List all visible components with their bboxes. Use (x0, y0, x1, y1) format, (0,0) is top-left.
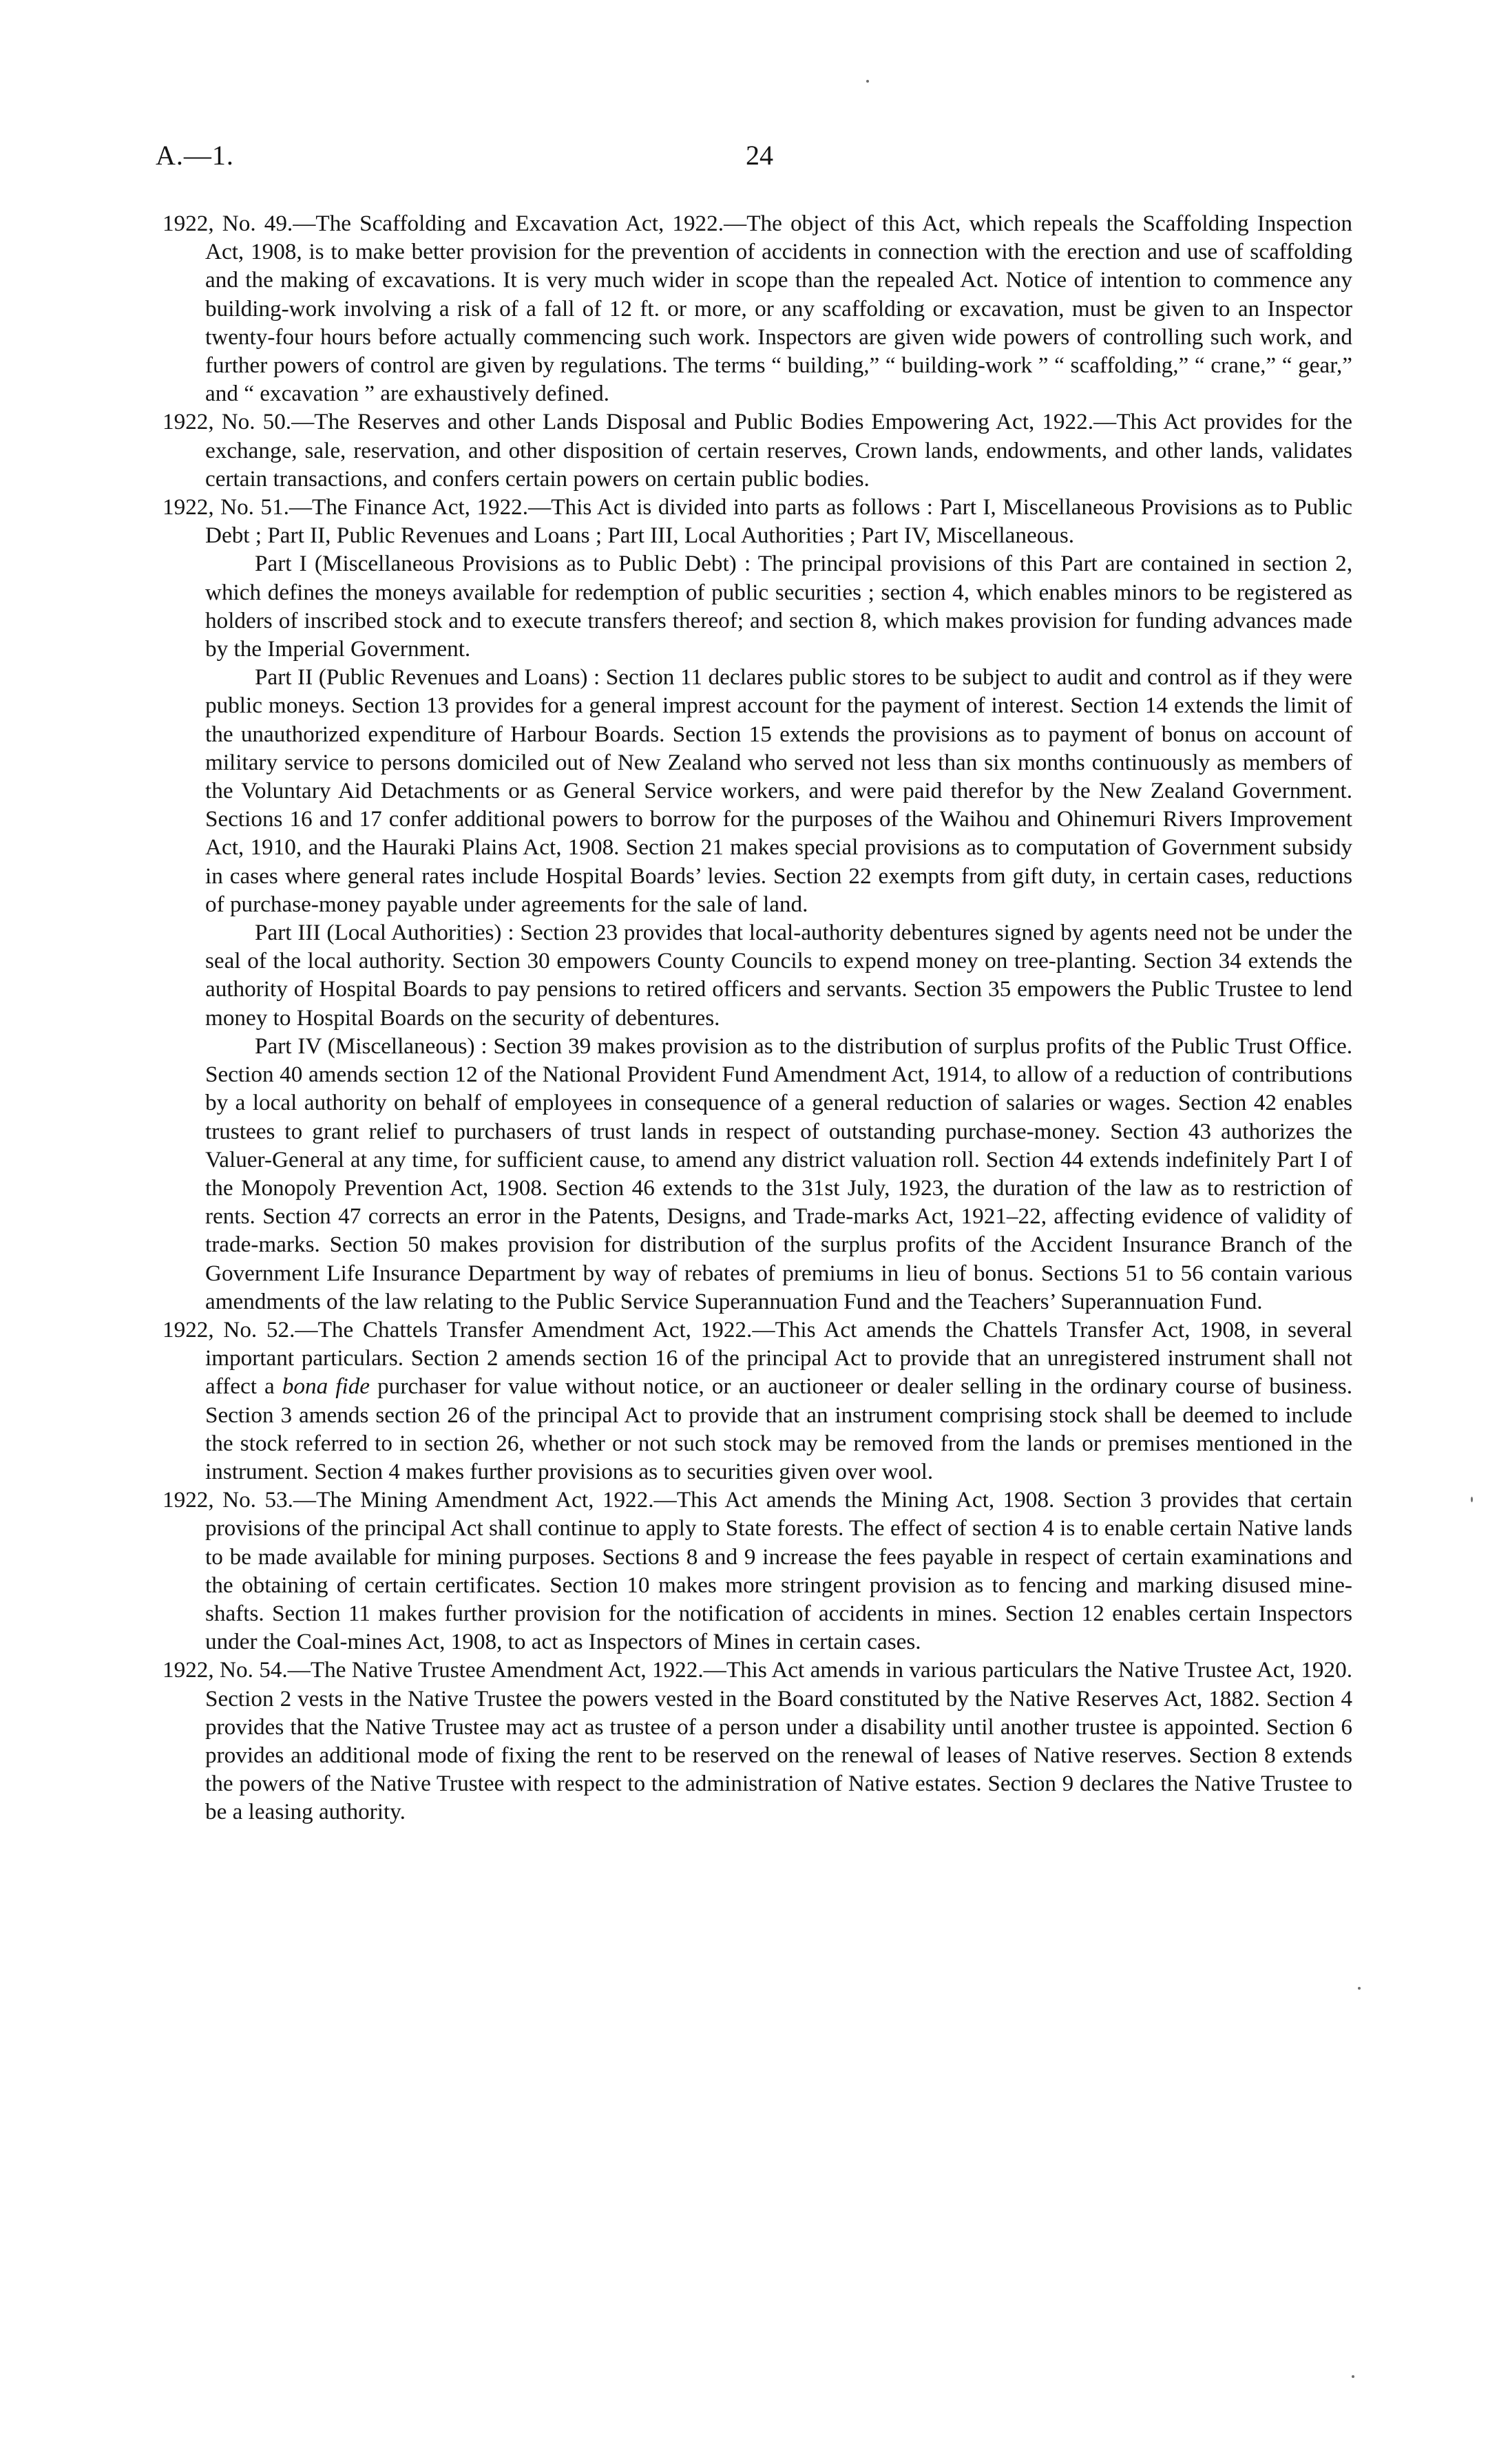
act-entry-no-53 (163, 1486, 1352, 1656)
act-entry-no-52 (163, 1316, 1352, 1486)
act-title: 1922, No. 53.—The Mining Amendment Act, 1922.— (163, 1487, 677, 1513)
act-title: 1922, No. 51.—The Finance Act, 1922.— (163, 494, 552, 520)
act-title: 1922, No. 50.—The Reserves and other Lands Disposal and Public Bodies Empowering Act, 1922.— (163, 409, 1117, 435)
document-reference: A.—1. (156, 140, 234, 171)
act-entry-no-50 (163, 408, 1352, 493)
act-title: 1922, No. 49.—The Scaffolding and Excavation Act, 1922.— (163, 211, 747, 236)
act-entry-no-49 (163, 209, 1352, 408)
act-title: 1922, No. 54.—The Native Trustee Amendment Act, 1922.— (163, 1657, 726, 1683)
scan-speck (1471, 1497, 1473, 1502)
act-entry-no-51 (163, 493, 1352, 549)
finance-act-part-3: Part III (Local Authorities) : Section 23 provides that local-authority debentures signed by agents need not be under the seal of the local authority. Section 30 empowers County Councils to expend money on tree-planting. Section 34 extends the authority of Hospital Boards to pay pensions to retired officers and servants. Section 35 empowers the Public Trustee to lend money to Hospital Boards on the security of debentures. (205, 920, 1352, 1031)
page-number: 24 (746, 140, 773, 171)
finance-act-part-2: Part II (Public Revenues and Loans) : Section 11 declares public stores to be subject to audit and control as if they were public moneys. Section 13 provides for a general imprest account for the payment of interest. Section 14 extends the limit of the unauthorized expenditure of Harbour Boards. Section 15 extends the provisions as to payment of bonus on account of military service to persons domiciled out of New Zealand who served not less than six months continuously as members of the Voluntary Aid Detachments or as General Service workers, and were paid therefor by the New Zealand Government. Sections 16 and 17 confer additional powers to borrow for the purposes of the Waihou and Ohinemuri Rivers Improvement Act, 1910, and the Hauraki Plains Act, 1908. Section 21 makes special provisions as to computation of Government subsidy in cases where general rates include Hospital Boards’ levies. Section 22 exempts from gift duty, in certain cases, reductions of purchase-money payable under agreements for the sale of land. (205, 664, 1352, 917)
act-summary: This Act amends the Mining Act, 1908. Section 3 provides that certain provisions of the principal Act shall continue to apply to State forests. The effect of section 4 is to enable certain Native lands to be made available for mining purposes. Sections 8 and 9 increase the fees payable in respect of certain examinations and the obtaining of certain certificates. Section 10 makes more stringent provision as to fencing and marking disused mine-shafts. Section 11 makes further provision for the notification of accidents in mines. Section 12 enables certain Inspectors under the Coal-mines Act, 1908, to act as Inspectors of Mines in certain cases. (205, 1487, 1353, 1655)
act-entry-no-54 (163, 1656, 1352, 1826)
scan-speck (1352, 2375, 1354, 2378)
page-header (156, 135, 1354, 176)
scan-speck (866, 80, 869, 83)
act-summary-part-2: purchaser for value without notice, or an auctioneer or dealer selling in the ordinary course of business. Section 3 amends section 26 of the principal Act to provide that an instrument comprising stock shall be deemed to include the stock referred to in section 26, whether or not such stock may be removed from the lands or premises mentioned in the instrument. Section 4 makes further provisions as to securities given over wool. (205, 1373, 1352, 1484)
act-summary: This Act amends in various particulars the Native Trustee Act, 1920. Section 2 vests in the Native Trustee the powers vested in the Board constituted by the Native Reserves Act, 1882. Section 4 provides that the Native Trustee may act as trustee of a person under a disability until another trustee is appointed. Section 6 provides an additional mode of fixing the rent to be reserved on the renewal of leases of Native reserves. Section 8 extends the powers of the Native Trustee with respect to the administration of Native estates. Section 9 declares the Native Trustee to be a leasing authority. (205, 1657, 1352, 1825)
scan-speck (1358, 1987, 1361, 1990)
finance-act-part-1: Part I (Miscellaneous Provisions as to Public Debt) : The principal provisions of this Part are contained in section 2, which defines the moneys available for redemption of public securities ; section 4, which enables minors to be registered as holders of inscribed stock and to execute transfers thereof; and section 8, which makes provision for funding advances made by the Imperial Government. (205, 551, 1352, 662)
act-title: 1922, No. 52.—The Chattels Transfer Amendment Act, 1922.— (163, 1316, 775, 1342)
finance-act-part-4: Part IV (Miscellaneous) : Section 39 makes provision as to the distribution of surplus profits of the Public Trust Office. Section 40 amends section 12 of the National Provident Fund Amendment Act, 1914, to allow of a reduction of contributions by a local authority on behalf of employees in consequence of a general reduction of salaries or wages. Section 42 enables trustees to grant relief to purchasers of trust lands in respect of outstanding purchase-money. Section 43 authorizes the Valuer-General at any time, for sufficient cause, to amend any district valuation roll. Section 44 extends indefinitely Part I of the Monopoly Prevention Act, 1908. Section 46 extends to the 31st July, 1923, the duration of the law as to restriction of rents. Section 47 corrects an error in the Patents, Designs, and Trade-marks Act, 1921–22, affecting evidence of validity of trade-marks. Section 50 makes provision for distribution of the surplus profits of the Accident Insurance Branch of the Government Life Insurance Department by way of rebates of premiums in lieu of bonus. Sections 51 to 56 contain various amendments of the law relating to the Public Service Superannuation Fund and the Teachers’ Superannuation Fund. (205, 1033, 1352, 1314)
document-body (163, 209, 1352, 1826)
act-summary-italic-term: bona fide (282, 1373, 370, 1400)
act-summary: This Act provides for the exchange, sale, reservation, and other disposition of certain reserves, Crown lands, endowments, and other lands, validates certain transactions, and confers certain powers on certain public bodies. (205, 409, 1352, 492)
act-summary: The object of this Act, which repeals the Scaffolding Inspection Act, 1908, is to make better provision for the prevention of accidents in connection with the erection and use of scaffolding and the making of excavations. It is very much wider in scope than the repealed Act. Notice of intention to commence any building-work involving a risk of a fall of 12 ft. or more, or any scaffolding or excavation, must be given to an Inspector twenty-four hours before actually commencing such work. Inspectors are given wide powers of controlling such work, and further powers of control are given by regulations. The terms “ building,” “ building-work ” “ scaffolding,” “ crane,” “ gear,” and “ excavation ” are exhaustively defined. (205, 211, 1352, 407)
act-summary-part-1: This Act amends the Chattels Transfer Act, 1908, in several important particulars. Section 2 amends section 16 of the principal Act to provide that an unregistered instrument shall not affect a (205, 1316, 1352, 1400)
act-summary: This Act is divided into parts as follows : Part I, Miscellaneous Provisions as to Public Debt ; Part II, Public Revenues and Loans ; Part III, Local Authorities ; Part IV, Miscellaneous. (205, 494, 1352, 549)
